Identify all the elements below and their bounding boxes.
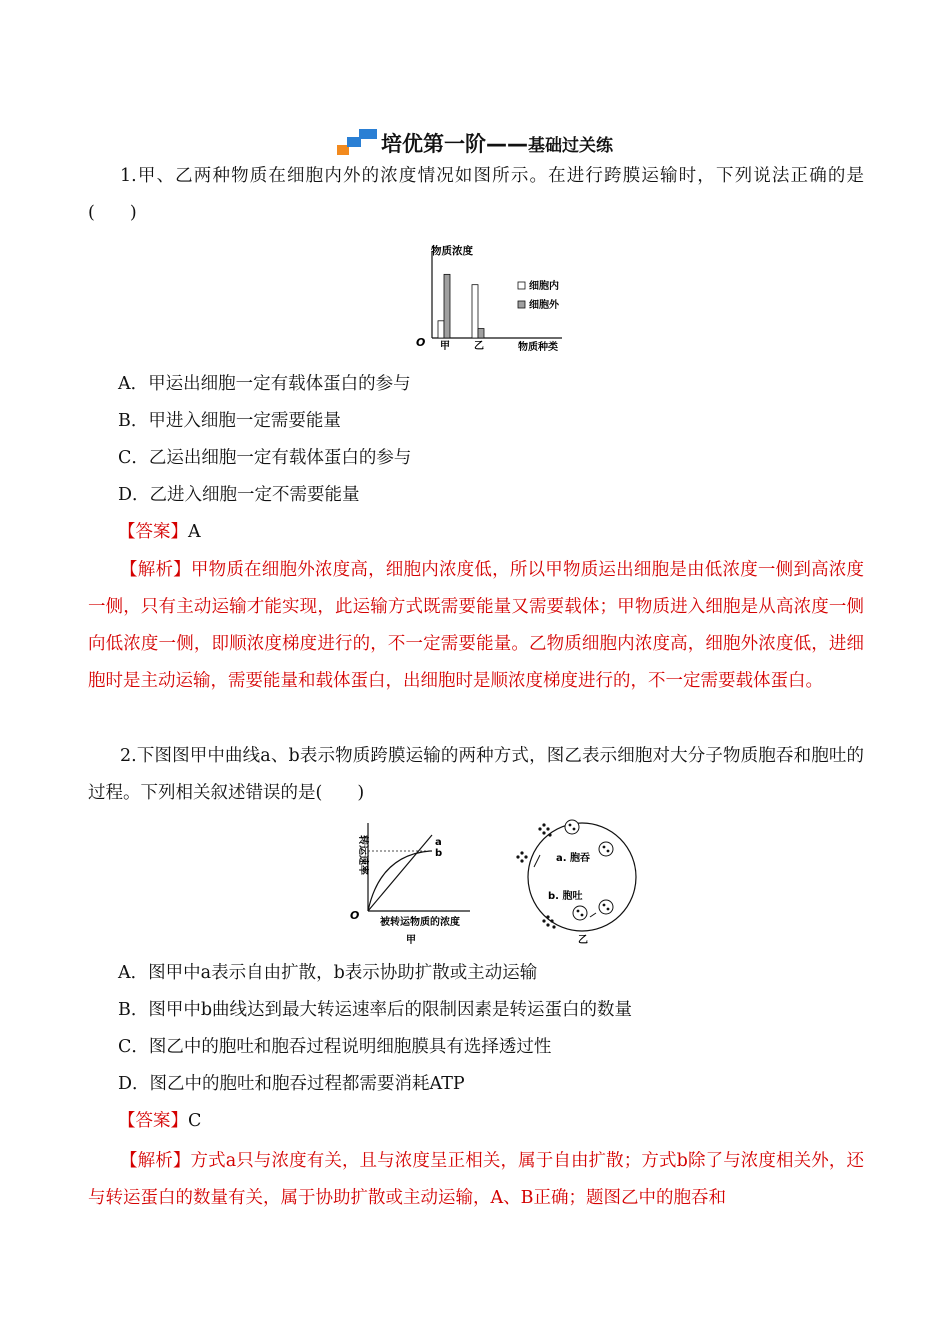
- q1-option-d: D．乙进入细胞一定不需要能量: [118, 485, 360, 505]
- legend-outside-swatch: [518, 301, 525, 308]
- analysis-text: 方式a只与浓度有关，且与浓度呈正相关，属于自由扩散；方式b除了与浓度相关外，还与转运蛋白的数量有关，属于协助扩散或主动运输，A、B正确；题图乙中的胞吞和: [88, 1151, 864, 1208]
- section-title: [0, 128, 950, 158]
- title-dash: ——: [486, 132, 528, 156]
- legend-outside-label: 细胞外: [529, 300, 559, 311]
- jia-xlabel: 被转运物质的浓度: [380, 917, 460, 928]
- bar-乙-细胞内: [472, 285, 478, 338]
- q1-answer: [118, 519, 201, 545]
- q1-analysis: [88, 552, 864, 700]
- jia-curve-a: [368, 835, 432, 911]
- x-tick-乙: 乙: [474, 341, 484, 352]
- steps-logo-icon: [337, 129, 377, 155]
- q1-stem: 1.甲、乙两种物质在细胞内外的浓度情况如图所示。在进行跨膜运输时，下列说法正确的是( ): [88, 166, 864, 223]
- bar-乙-细胞外: [478, 329, 484, 338]
- title-main: 培优第一阶: [381, 132, 486, 156]
- q1-option-a: A．甲运出细胞一定有载体蛋白的参与: [118, 374, 411, 394]
- jia-curve-b: [368, 851, 432, 911]
- bar-甲-细胞外: [444, 274, 450, 338]
- legend-inside-label: 细胞内: [529, 281, 559, 292]
- chart-ylabel: 物质浓度: [431, 245, 473, 257]
- q2-figure-jia: [340, 815, 490, 950]
- jia-ylabel: 转运速率: [357, 835, 368, 875]
- q2-option-d: D．图乙中的胞吐和胞吞过程都需要消耗ATP: [118, 1074, 465, 1094]
- jia-caption: 甲: [406, 935, 416, 946]
- yi-endocytosis: a. 胞吞: [556, 853, 591, 864]
- yi-exocytosis: b. 胞吐: [548, 891, 583, 902]
- analysis-text: 甲物质在细胞外浓度高，细胞内浓度低，所以甲物质运出细胞是由低浓度一侧到高浓度一侧，只有主动运输才能实现，此运输方式既需要能量又需要载体；甲物质进入细胞是从高浓度一侧向低浓度一侧，即顺浓度梯度进行的，不一定需要能量。乙物质细胞内浓度高，细胞外浓度低，进细胞时是主动运输，需要能量和载体蛋白，出细胞时是顺浓度梯度进行的，不一定需要载体蛋白。: [88, 560, 865, 691]
- q2-stem: 2.下图图甲中曲线a、b表示物质跨膜运输的两种方式，图乙表示细胞对大分子物质胞吞和胞吐的过程。下列相关叙述错误的是( ): [88, 746, 864, 803]
- legend-inside-swatch: [518, 282, 525, 289]
- q2-analysis: [88, 1143, 864, 1217]
- q2-option-a: A．图甲中a表示自由扩散，b表示协助扩散或主动运输: [118, 963, 538, 983]
- q1-option-b: B．甲进入细胞一定需要能量: [118, 411, 341, 431]
- q2-option-c: C．图乙中的胞吐和胞吞过程说明细胞膜具有选择透过性: [118, 1037, 552, 1057]
- chart-xlabel: 物质种类: [518, 342, 558, 353]
- bar-甲-细胞内: [438, 321, 444, 338]
- x-tick-甲: 甲: [440, 341, 450, 352]
- vesicle-2: [599, 842, 613, 856]
- vesicle-3: [599, 900, 613, 914]
- answer-value: A: [188, 522, 201, 542]
- jia-origin: O: [350, 909, 360, 922]
- analysis-label: 【解析】: [120, 560, 191, 580]
- jia-label-a: a: [435, 837, 442, 848]
- q2-answer: [118, 1108, 201, 1134]
- chart-origin: O: [416, 336, 426, 349]
- q2-option-b: B．图甲中b曲线达到最大转运速率后的限制因素是转运蛋白的数量: [118, 1000, 633, 1020]
- q2-figure-yi: [510, 815, 650, 950]
- arrow-out-icon: [590, 913, 596, 917]
- q1-option-c: C．乙运出细胞一定有载体蛋白的参与: [118, 448, 412, 468]
- answer-value: C: [188, 1111, 202, 1131]
- answer-label: 【答案】: [118, 522, 188, 542]
- title-sub: 基础过关练: [528, 136, 613, 156]
- analysis-label: 【解析】: [120, 1151, 191, 1171]
- vesicle-4: [573, 906, 587, 920]
- q1-bar-chart: [412, 238, 582, 356]
- arrow-in-icon: [534, 855, 540, 867]
- vesicle-1: [565, 820, 579, 834]
- answer-label: 【答案】: [118, 1111, 188, 1131]
- yi-caption: 乙: [578, 935, 588, 946]
- jia-label-b: b: [435, 848, 443, 859]
